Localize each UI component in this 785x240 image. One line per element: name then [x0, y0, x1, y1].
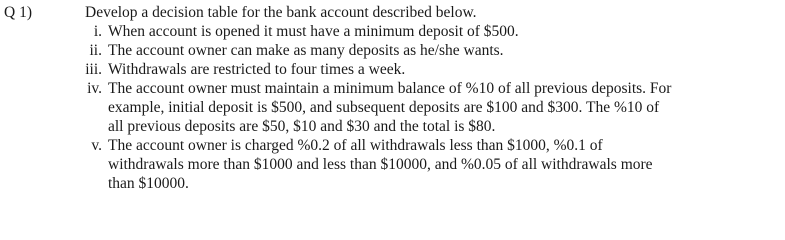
question-number: Q 1): [4, 4, 32, 21]
text-line: The account owner must maintain a minimum balance of %10 of all previous deposits. For: [108, 80, 672, 97]
list-item-marker: iii.: [85, 61, 102, 78]
list-item-marker: v.: [91, 137, 102, 154]
text-line: withdrawals more than $1000 and less than $10000, and %0.05 of all withdrawals more: [108, 156, 653, 173]
list-item: [4, 136, 780, 193]
list-item: [4, 22, 780, 41]
list-item-text: [108, 79, 780, 136]
list-item-text: [108, 60, 780, 79]
text-line: The account owner is charged %0.2 of all withdrawals less than $1000, %0.1 of: [108, 137, 603, 154]
text-line: than $10000.: [108, 175, 189, 192]
list-item-text: [108, 136, 780, 193]
list-item-marker: i.: [93, 23, 102, 40]
text-line: When account is opened it must have a minimum deposit of $500.: [108, 23, 519, 40]
list-item-marker: iv.: [87, 80, 102, 97]
text-line: all previous deposits are $50, $10 and $30 and the total is $80.: [108, 118, 496, 135]
list-item-marker: ii.: [89, 42, 102, 59]
list-item-text: [108, 41, 780, 60]
list-item: [4, 60, 780, 79]
list-item: [4, 79, 780, 136]
list-item: [4, 41, 780, 60]
text-line: The account owner can make as many deposits as he/she wants.: [108, 42, 504, 59]
requirement-list: [4, 22, 780, 193]
question-prompt: Develop a decision table for the bank account described below.: [85, 4, 477, 21]
text-line: Withdrawals are restricted to four times a week.: [108, 61, 406, 78]
text-line: example, initial deposit is $500, and subsequent deposits are $100 and $300. The %10 of: [108, 99, 660, 116]
list-item-text: [108, 22, 780, 41]
